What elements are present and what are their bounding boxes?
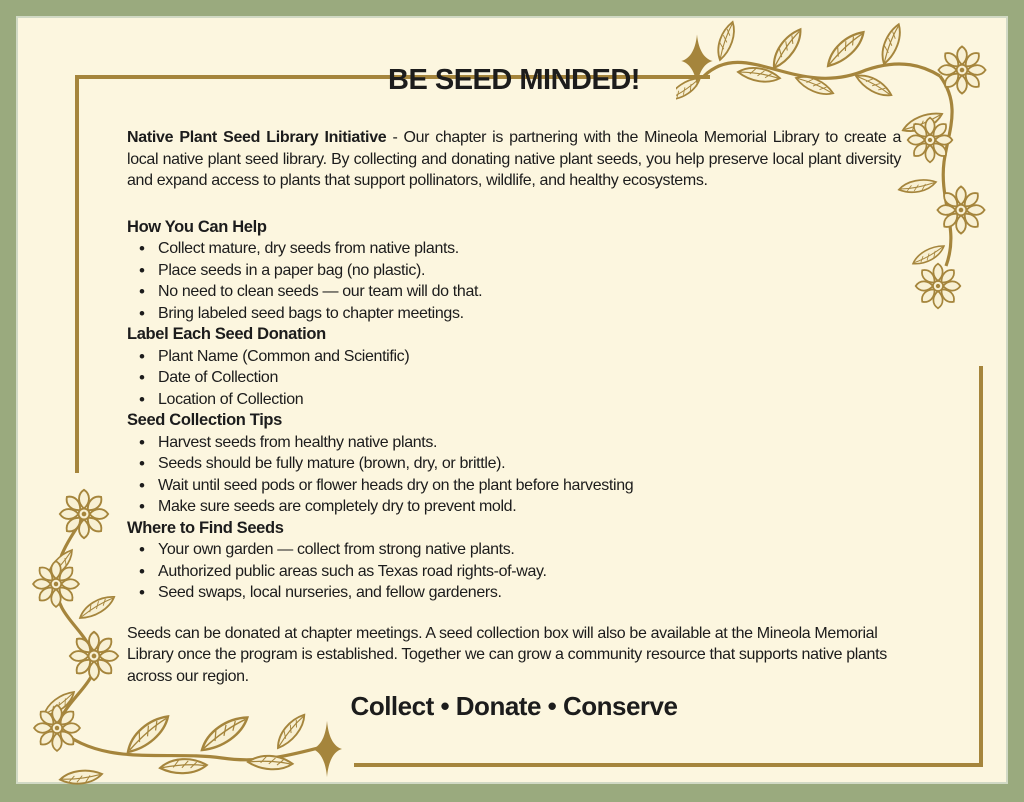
content-section xyxy=(127,324,901,410)
bullet-item: • Collect mature, dry seeds from native plants. xyxy=(127,238,901,260)
gold-border-right xyxy=(979,366,983,767)
sparkle-star-icon xyxy=(304,720,350,778)
content-section xyxy=(127,518,901,604)
bullet-item: • Place seeds in a paper bag (no plastic). xyxy=(127,260,901,282)
bullet-item: • Plant Name (Common and Scientific) xyxy=(127,346,901,368)
section-heading: Seed Collection Tips xyxy=(127,411,282,429)
section-heading: Label Each Seed Donation xyxy=(127,325,326,343)
intro-paragraph xyxy=(127,127,901,192)
section-heading: How You Can Help xyxy=(127,217,267,236)
bullet-item: • Your own garden — collect from strong native plants. xyxy=(127,539,901,561)
bullet-item: • Location of Collection xyxy=(127,389,901,411)
bullet-item: • Authorized public areas such as Texas road rights-of-way. xyxy=(127,561,901,583)
footer-motto: Collect • Donate • Conserve xyxy=(350,691,678,721)
bullet-item: • Seed swaps, local nurseries, and fellow gardeners. xyxy=(127,582,901,604)
content-section xyxy=(127,217,901,325)
bullet-list xyxy=(127,238,901,324)
bullet-item: • Bring labeled seed bags to chapter meetings. xyxy=(127,303,901,325)
bullet-list xyxy=(127,346,901,411)
closing-paragraph: Seeds can be donated at chapter meetings. A seed collection box will also be available at the Mineola Memorial Library once the program is established. Together we can grow a community resource that supports native plants across our region. xyxy=(127,624,887,685)
intro-lead-bold: Native Plant Seed Library Initiative xyxy=(127,129,387,146)
bullet-list xyxy=(127,432,901,518)
bullet-item: • Make sure seeds are completely dry to prevent mold. xyxy=(127,496,901,518)
bullet-item: • No need to clean seeds — our team will do that. xyxy=(127,281,901,303)
bullet-item: • Seeds should be fully mature (brown, dry, or brittle). xyxy=(127,453,901,475)
content-section xyxy=(127,410,901,518)
page-title: BE SEED MINDED! xyxy=(388,64,640,96)
gold-border-left xyxy=(75,75,79,473)
bullet-item: • Date of Collection xyxy=(127,367,901,389)
bullet-item: • Wait until seed pods or flower heads dry on the plant before harvesting xyxy=(127,475,901,497)
bullet-item: • Harvest seeds from healthy native plants. xyxy=(127,432,901,454)
section-heading: Where to Find Seeds xyxy=(127,518,284,537)
flyer-content xyxy=(127,64,901,722)
intro-body-text: - Our chapter is partnering with the Mineola Memorial Library to create a local native plant seed library. By collecting and donating native plant seeds, you help preserve local plant diversity and expand access to plants that support pollinators, wildlife, and healthy ecosystems. xyxy=(127,129,902,189)
bullet-list xyxy=(127,539,901,604)
content-sections xyxy=(127,217,901,604)
gold-border-bottom xyxy=(354,763,983,767)
